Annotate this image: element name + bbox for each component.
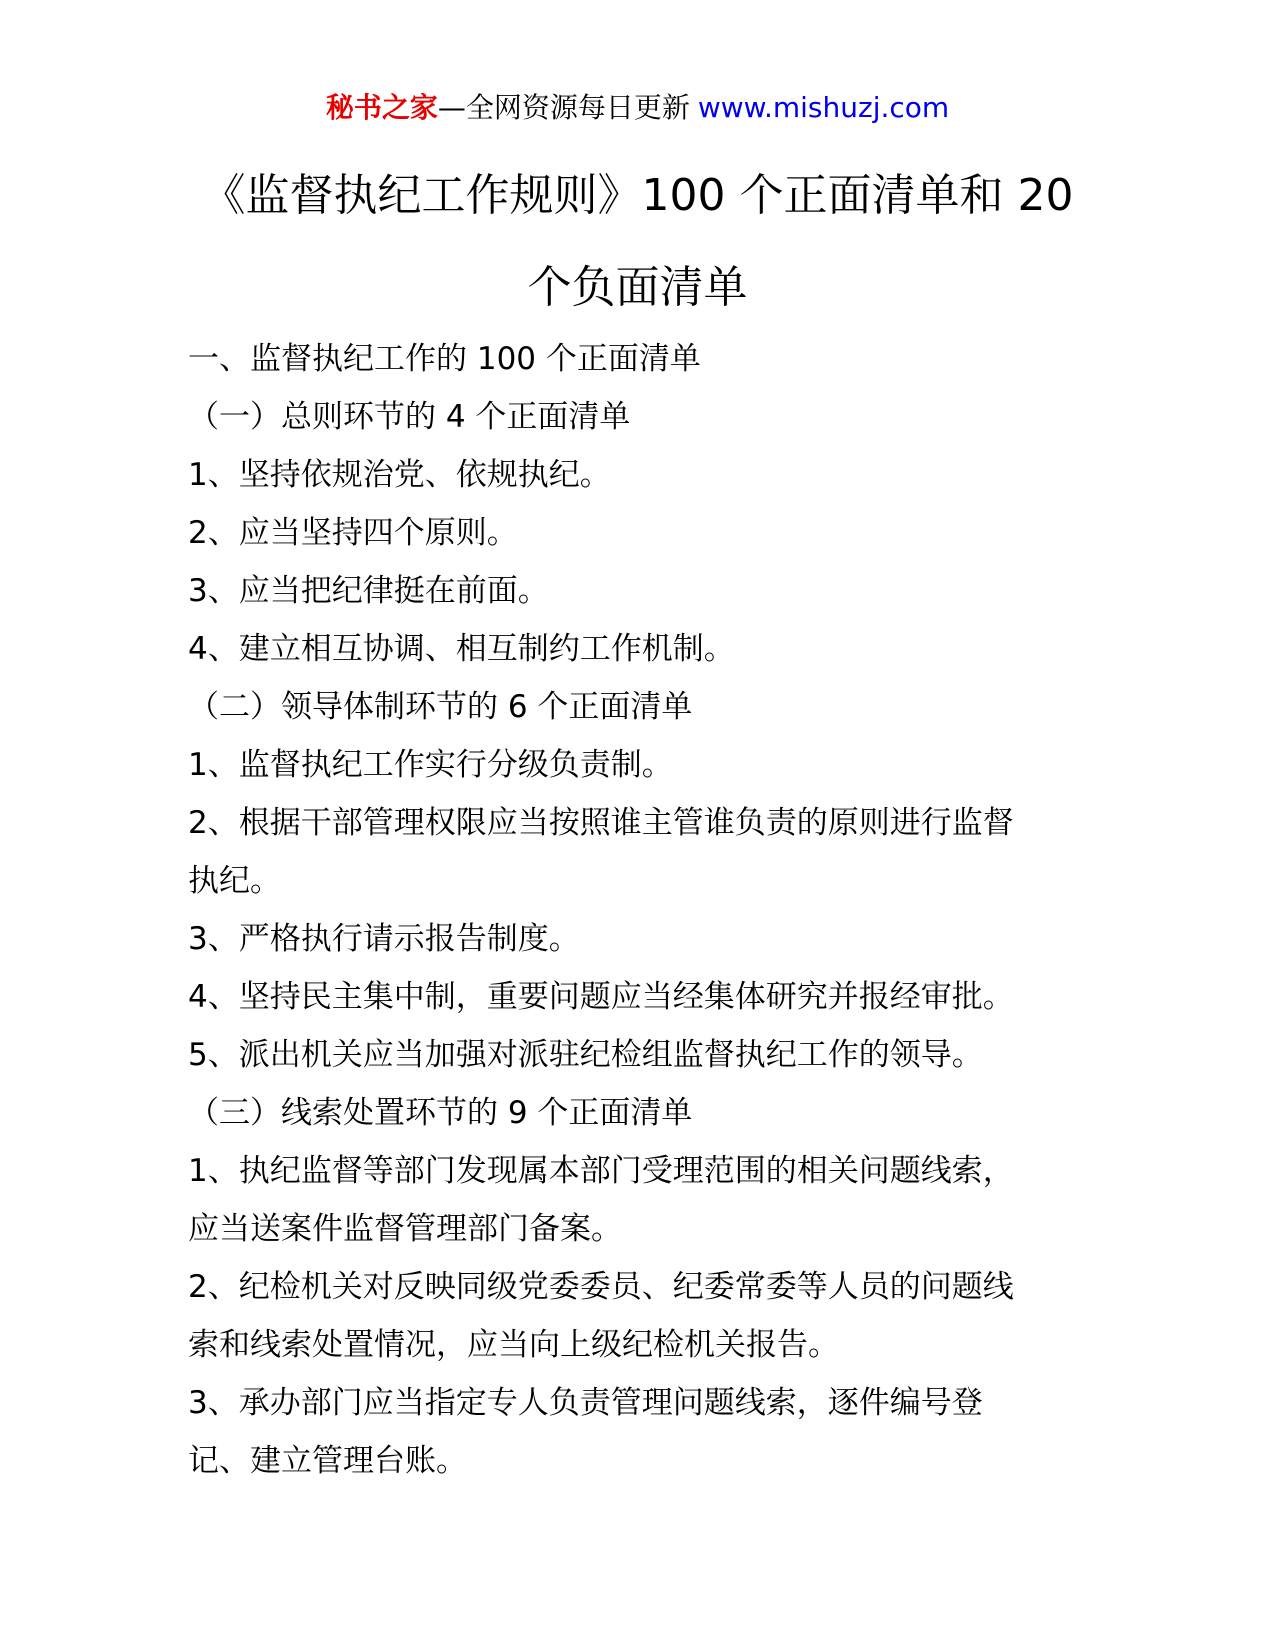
paragraph-line: （一）总则环节的 4 个正面清单: [188, 399, 631, 435]
paragraph-line: 索和线索处置情况，应当向上级纪检机关报告。: [188, 1327, 839, 1363]
paragraph-line: 1、执纪监督等部门发现属本部门受理范围的相关问题线索，: [188, 1153, 1014, 1189]
site-header: [0, 88, 1275, 128]
paragraph-line: 3、承办部门应当指定专人负责管理问题线索，逐件编号登: [188, 1385, 983, 1421]
paragraph-line: 2、应当坚持四个原则。: [188, 515, 518, 551]
site-slogan: —全网资源每日更新: [437, 91, 690, 124]
document-body: [188, 330, 1088, 1490]
site-brand: 秘书之家: [325, 91, 438, 124]
paragraph-line: （三）线索处置环节的 9 个正面清单: [188, 1095, 693, 1131]
paragraph: [188, 1258, 1088, 1374]
paragraph: [188, 446, 1088, 504]
paragraph-line: 2、纪检机关对反映同级党委委员、纪委常委等人员的问题线: [188, 1269, 1014, 1305]
paragraph: [188, 968, 1088, 1026]
title-line-1: 《监督执纪工作规则》100 个正面清单和 20: [201, 170, 1074, 221]
paragraph-line: 4、建立相互协调、相互制约工作机制。: [188, 631, 735, 667]
paragraph: [188, 1142, 1088, 1258]
paragraph: [188, 1374, 1088, 1490]
paragraph: [188, 794, 1088, 910]
paragraph-line: 1、监督执纪工作实行分级负责制。: [188, 747, 673, 783]
paragraph-line: 应当送案件监督管理部门备案。: [188, 1211, 622, 1247]
site-url-link[interactable]: www.mishuzj.com: [697, 91, 950, 124]
paragraph: [188, 678, 1088, 736]
paragraph-line: 3、严格执行请示报告制度。: [188, 921, 580, 957]
paragraph: [188, 910, 1088, 968]
paragraph: [188, 504, 1088, 562]
paragraph: [188, 562, 1088, 620]
paragraph-line: （二）领导体制环节的 6 个正面清单: [188, 689, 693, 725]
paragraph-line: 2、根据干部管理权限应当按照谁主管谁负责的原则进行监督: [188, 805, 1014, 841]
document-title: [150, 150, 1125, 334]
paragraph-line: 执纪。: [188, 863, 281, 899]
paragraph-line: 5、派出机关应当加强对派驻纪检组监督执纪工作的领导。: [188, 1037, 983, 1073]
paragraph: [188, 620, 1088, 678]
paragraph: [188, 388, 1088, 446]
paragraph-line: 4、坚持民主集中制，重要问题应当经集体研究并报经审批。: [188, 979, 1014, 1015]
paragraph-line: 一、监督执纪工作的 100 个正面清单: [188, 341, 701, 377]
paragraph-line: 3、应当把纪律挺在前面。: [188, 573, 549, 609]
title-line-2: 个负面清单: [527, 262, 748, 313]
paragraph: [188, 736, 1088, 794]
paragraph: [188, 1026, 1088, 1084]
paragraph: [188, 330, 1088, 388]
paragraph-line: 记、建立管理台账。: [188, 1443, 467, 1479]
paragraph: [188, 1084, 1088, 1142]
paragraph-line: 1、坚持依规治党、依规执纪。: [188, 457, 611, 493]
